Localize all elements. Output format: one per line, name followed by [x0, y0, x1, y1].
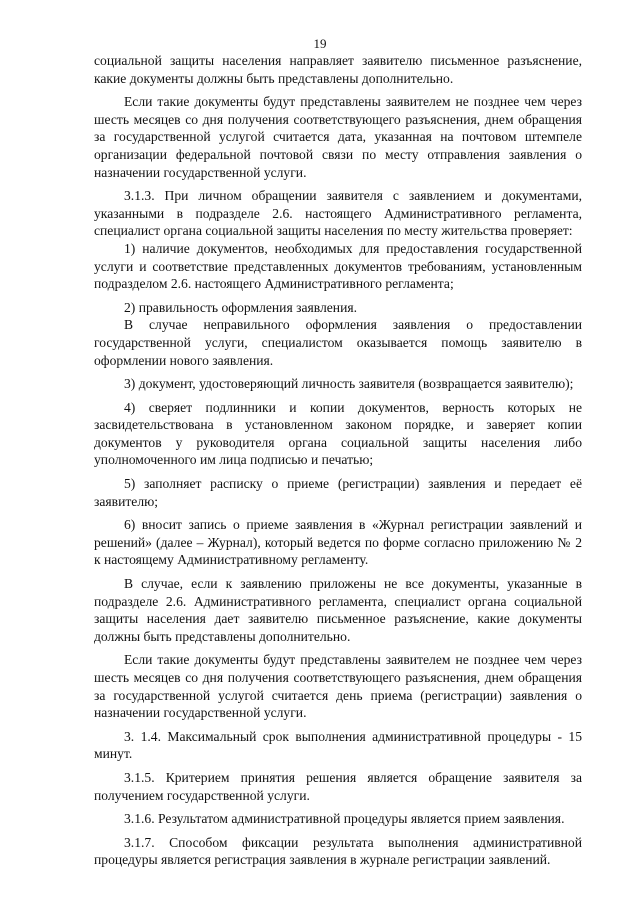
paragraph-item-3: 3) документ, удостоверяющий личность заявителя (возвращается заявителю);: [124, 376, 574, 392]
document-body: [94, 52, 582, 869]
paragraph-postal-date: Если такие документы будут представлены заявителем не позднее чем через шесть месяцев со дня получения соответствующего разъяснения, днем обращения за государственной услугой считается дата, указанная на почтовом штемпеле организации федеральной почтовой связи по месту отправления заявления о назначении государственной услуги.: [94, 94, 582, 180]
paragraph-item-6: 6) вносит запись о приеме заявления в «Журнал регистрации заявлений и решений» (далее – Журнал), который ведется по форме согласно приложению № 2 к настоящему Административному регламенту.: [94, 517, 582, 568]
paragraph-3-1-4: 3. 1.4. Максимальный срок выполнения административной процедуры - 15 минут.: [94, 728, 582, 762]
page-number: 19: [313, 36, 327, 51]
paragraph-item-5: 5) заполняет расписку о приеме (регистрации) заявления и передает её заявителю;: [94, 476, 582, 509]
paragraph-3-1-5: 3.1.5. Критерием принятия решения является обращение заявителя за получением государственной услуги.: [94, 769, 582, 803]
paragraph-item-2: 2) правильность оформления заявления.: [124, 299, 358, 315]
paragraph-reception-date: Если такие документы будут представлены заявителем не позднее чем через шесть месяцев со дня получения соответствующего разъяснения, днем обращения за государственной услугой считается день приема (регистрации) заявления о назначении государственной услуги.: [94, 652, 582, 721]
paragraph-3-1-6: 3.1.6. Результатом административной процедуры является прием заявления.: [124, 811, 565, 827]
paragraph-missing-documents: В случае, если к заявлению приложены не все документы, указанные в подразделе 2.6. Административного регламента, специалист органа социальной защиты населения дает заявителю письменное разъяснение, какие документы должны быть представлены дополнительно.: [94, 576, 582, 644]
paragraph-3-1-3: 3.1.3. При личном обращении заявителя с заявлением и документами, указанными в подразделе 2.6. настоящего Административного регламента, специалист органа социальной защиты населения по месту жительства проверяет:: [94, 188, 582, 239]
paragraph-3-1-7: 3.1.7. Способом фиксации результата выполнения административной процедуры является регистрация заявления в журнале регистрации заявлений.: [94, 834, 582, 868]
paragraph-continuation: социальной защиты населения направляет заявителю письменное разъяснение, какие документы должны быть представлены дополнительно.: [94, 53, 582, 86]
paragraph-incorrect-form: В случае неправильного оформления заявления о предоставлении государственной услуги, специалистом оказывается помощь заявителю в оформлении нового заявления.: [94, 317, 582, 368]
paragraph-item-4: 4) сверяет подлинники и копии документов, верность которых не засвидетельствована в установленном законом порядке, и заверяет копии документов у руководителя органа социальной защиты населения либо уполномоченного им лица подписью и печатью;: [94, 399, 582, 468]
paragraph-item-1: 1) наличие документов, необходимых для предоставления государственной услуги и соответствие представленных документов требованиям, установленным подразделом 2.6. настоящего Административного регламента;: [94, 240, 582, 292]
